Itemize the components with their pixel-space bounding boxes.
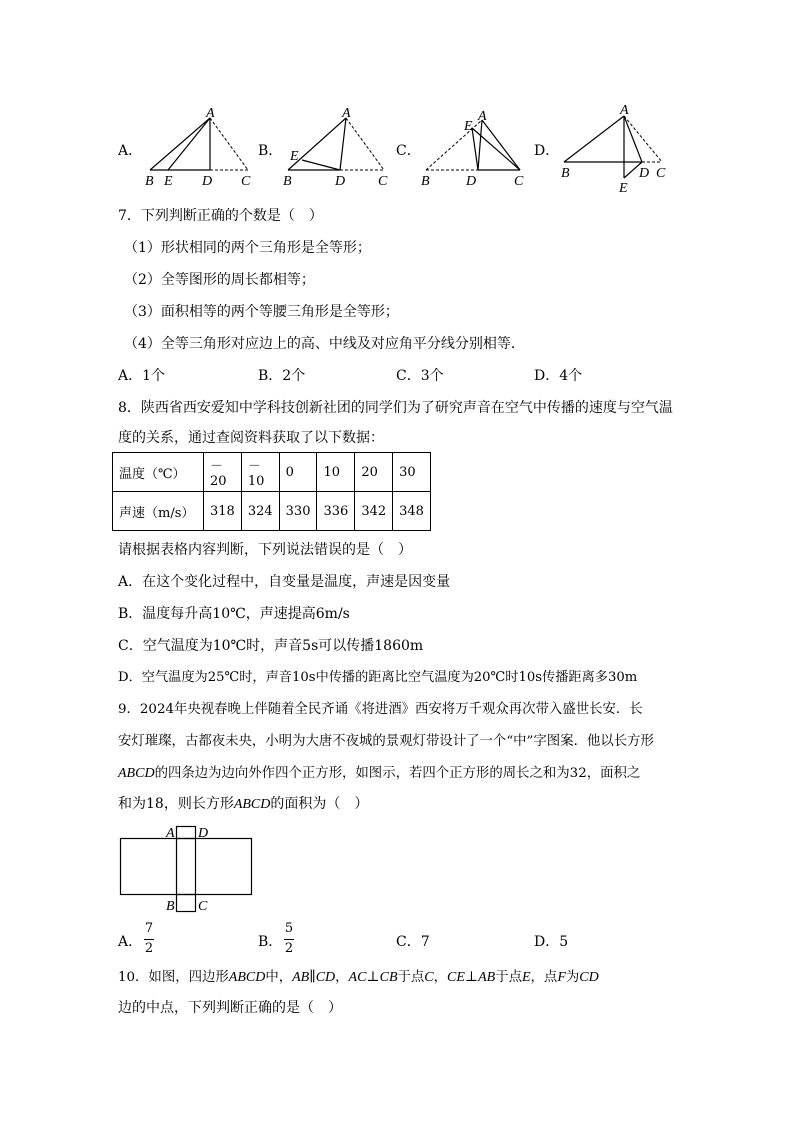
q10-text: ，点 <box>530 970 558 985</box>
table-row <box>113 453 431 492</box>
q9-abcd-2: ABCD <box>233 797 271 812</box>
fig-c-point-b: B <box>421 174 430 189</box>
q10-ab-parallel-cd: AB∥CD <box>292 970 336 985</box>
option-d-label: D． <box>534 143 560 159</box>
q9-option-d: D．5 <box>534 934 569 950</box>
fig-d-point-e: E <box>619 181 628 195</box>
fig-b-point-e: E <box>290 149 299 164</box>
q10-text: 于点 <box>495 970 522 985</box>
fig-d-point-c: C <box>656 166 666 181</box>
q10-text: 为 <box>565 970 580 985</box>
q9-line4-text-c: 的面积为（ ） <box>270 796 369 812</box>
fig-b-point-a: A <box>342 108 351 121</box>
q7-item-4: （4）全等三角形对应边上的高、中线及对应角平分线分别相等． <box>124 336 525 352</box>
figure-option-b <box>280 108 400 190</box>
table-cell: 330 <box>279 492 317 531</box>
q10-line2: 边的中点，下列判断正确的是（ ） <box>118 1000 342 1016</box>
table-cell: 20 <box>355 453 393 492</box>
option-c-label: C． <box>396 143 421 159</box>
table-cell: 342 <box>355 492 393 531</box>
q9-abcd: ABCD <box>118 766 155 781</box>
q10-cd: CD <box>579 970 599 985</box>
q9-option-a-numerator: 7 <box>144 921 154 936</box>
table-cell: 温度（℃） <box>113 453 204 492</box>
q7-stem: 7．下列判断正确的个数是（ ） <box>118 208 323 224</box>
fig-c-point-d: D <box>466 174 477 189</box>
q10-point-c: C <box>424 970 434 985</box>
q8-question: 请根据表格内容判断，下列说法错误的是（ ） <box>118 542 412 558</box>
q10-text: 10．如图，四边形 <box>118 970 229 985</box>
table-row <box>113 492 431 531</box>
fig-a-point-a: A <box>206 108 215 121</box>
q9-line4-text-a: 和为18，则长方形 <box>118 796 234 812</box>
figure-option-a <box>140 108 260 190</box>
q9-line4 <box>118 794 368 815</box>
q10-text: ， <box>433 970 448 985</box>
fig-c-point-c: C <box>514 174 524 189</box>
q10-text: 中， <box>265 970 293 985</box>
q10-abcd: ABCD <box>228 970 266 985</box>
q7-option-b: B．2个 <box>258 368 306 384</box>
fig-a-point-c: C <box>241 174 251 189</box>
table-cell: 336 <box>317 492 355 531</box>
q7-item-1: （1）形状相同的两个三角形是全等形； <box>124 240 371 256</box>
option-a-label: A． <box>118 143 143 159</box>
fig-c-point-a: A <box>478 109 487 124</box>
q7-option-c: C．3个 <box>396 368 444 384</box>
q9-option-b-fraction-bar <box>284 939 294 940</box>
q9-option-b: B． <box>258 934 283 950</box>
q10-ce-perp-ab: CE⊥AB <box>447 970 496 985</box>
fig-c-point-e: E <box>464 119 473 134</box>
q8-stem-line1: 8．陕西省西安爱知中学科技创新社团的同学们为了研究声音在空气中传播的速度与空气温 <box>118 400 673 416</box>
q9-option-a-denominator: 2 <box>144 941 154 956</box>
q8-option-b: B．温度每升高10℃，声速提高6m/s <box>118 606 350 622</box>
table-cell: 318 <box>204 492 242 531</box>
q9-option-b-numerator: 5 <box>284 921 294 936</box>
q10-point-e: E <box>521 970 531 985</box>
fig-q9-point-b: B <box>166 899 175 914</box>
q9-option-c: C．7 <box>396 934 430 950</box>
option-b-label: B． <box>258 143 283 159</box>
q8-stem-line2: 度的关系，通过查阅资料获取了以下数据： <box>118 430 384 446</box>
q7-option-d: D．4个 <box>534 368 583 384</box>
figure-option-d <box>560 100 672 195</box>
q9-line2: 安灯璀璨，古都夜未央，小明为大唐不夜城的景观灯带设计了一个“中”字图案．他以长方形 <box>118 734 654 749</box>
fig-a-point-b: B <box>145 174 154 189</box>
fig-q9-point-a: A <box>166 826 175 841</box>
q9-line3-text: 的四条边为边向外作四个正方形，如图示，若四个正方形的周长之和为32，面积之 <box>154 766 641 781</box>
fig-q9-point-c: C <box>198 899 208 914</box>
fig-a-point-e: E <box>164 174 173 189</box>
fig-b-point-c: C <box>378 174 388 189</box>
table-cell: 30 <box>393 453 431 492</box>
figure-q9-rectangles <box>110 822 260 918</box>
fig-d-point-b: B <box>561 166 570 181</box>
q8-option-a: A．在这个变化过程中，自变量是温度，声速是因变量 <box>118 574 451 590</box>
q9-line1: 9．2024年央视春晚上伴随着全民齐诵《将进酒》西安将万千观众再次带入盛世长安．长 <box>118 702 643 717</box>
table-cell: 0 <box>279 453 317 492</box>
fig-d-point-a: A <box>620 103 629 118</box>
q10-line1 <box>118 968 599 988</box>
fig-b-point-d: D <box>335 174 346 189</box>
sound-speed-table <box>112 452 431 531</box>
fig-b-point-b: B <box>283 174 292 189</box>
table-cell: －10 <box>241 453 279 492</box>
q10-text: ， <box>335 970 349 985</box>
table-cell: －20 <box>204 453 242 492</box>
figure-option-c <box>420 108 540 190</box>
q8-option-c: C．空气温度为10℃时，声音5s可以传播1860m <box>118 638 424 654</box>
table-cell: 10 <box>317 453 355 492</box>
q7-item-2: （2）全等图形的周长都相等； <box>124 272 315 288</box>
q8-option-d: D．空气温度为25℃时，声音10s中传播的距离比空气温度为20℃时10s传播距离多30m <box>118 670 638 685</box>
q9-line3 <box>118 764 640 784</box>
q10-text: 于点 <box>397 970 425 985</box>
q7-option-a: A．1个 <box>118 368 166 384</box>
q7-item-3: （3）面积相等的两个等腰三角形是全等形； <box>124 304 399 320</box>
table-cell: 声速（m/s） <box>113 492 204 531</box>
q9-option-b-denominator: 2 <box>284 941 294 956</box>
q10-point-f: F <box>557 970 566 985</box>
fig-q9-point-d: D <box>198 826 209 841</box>
q9-option-a: A． <box>118 934 143 950</box>
q10-ac-perp-cb: AC⊥CB <box>348 970 398 985</box>
fig-d-point-d: D <box>639 166 650 181</box>
table-cell: 324 <box>241 492 279 531</box>
table-cell: 348 <box>393 492 431 531</box>
q9-option-a-fraction-bar <box>144 939 154 940</box>
fig-a-point-d: D <box>202 174 213 189</box>
